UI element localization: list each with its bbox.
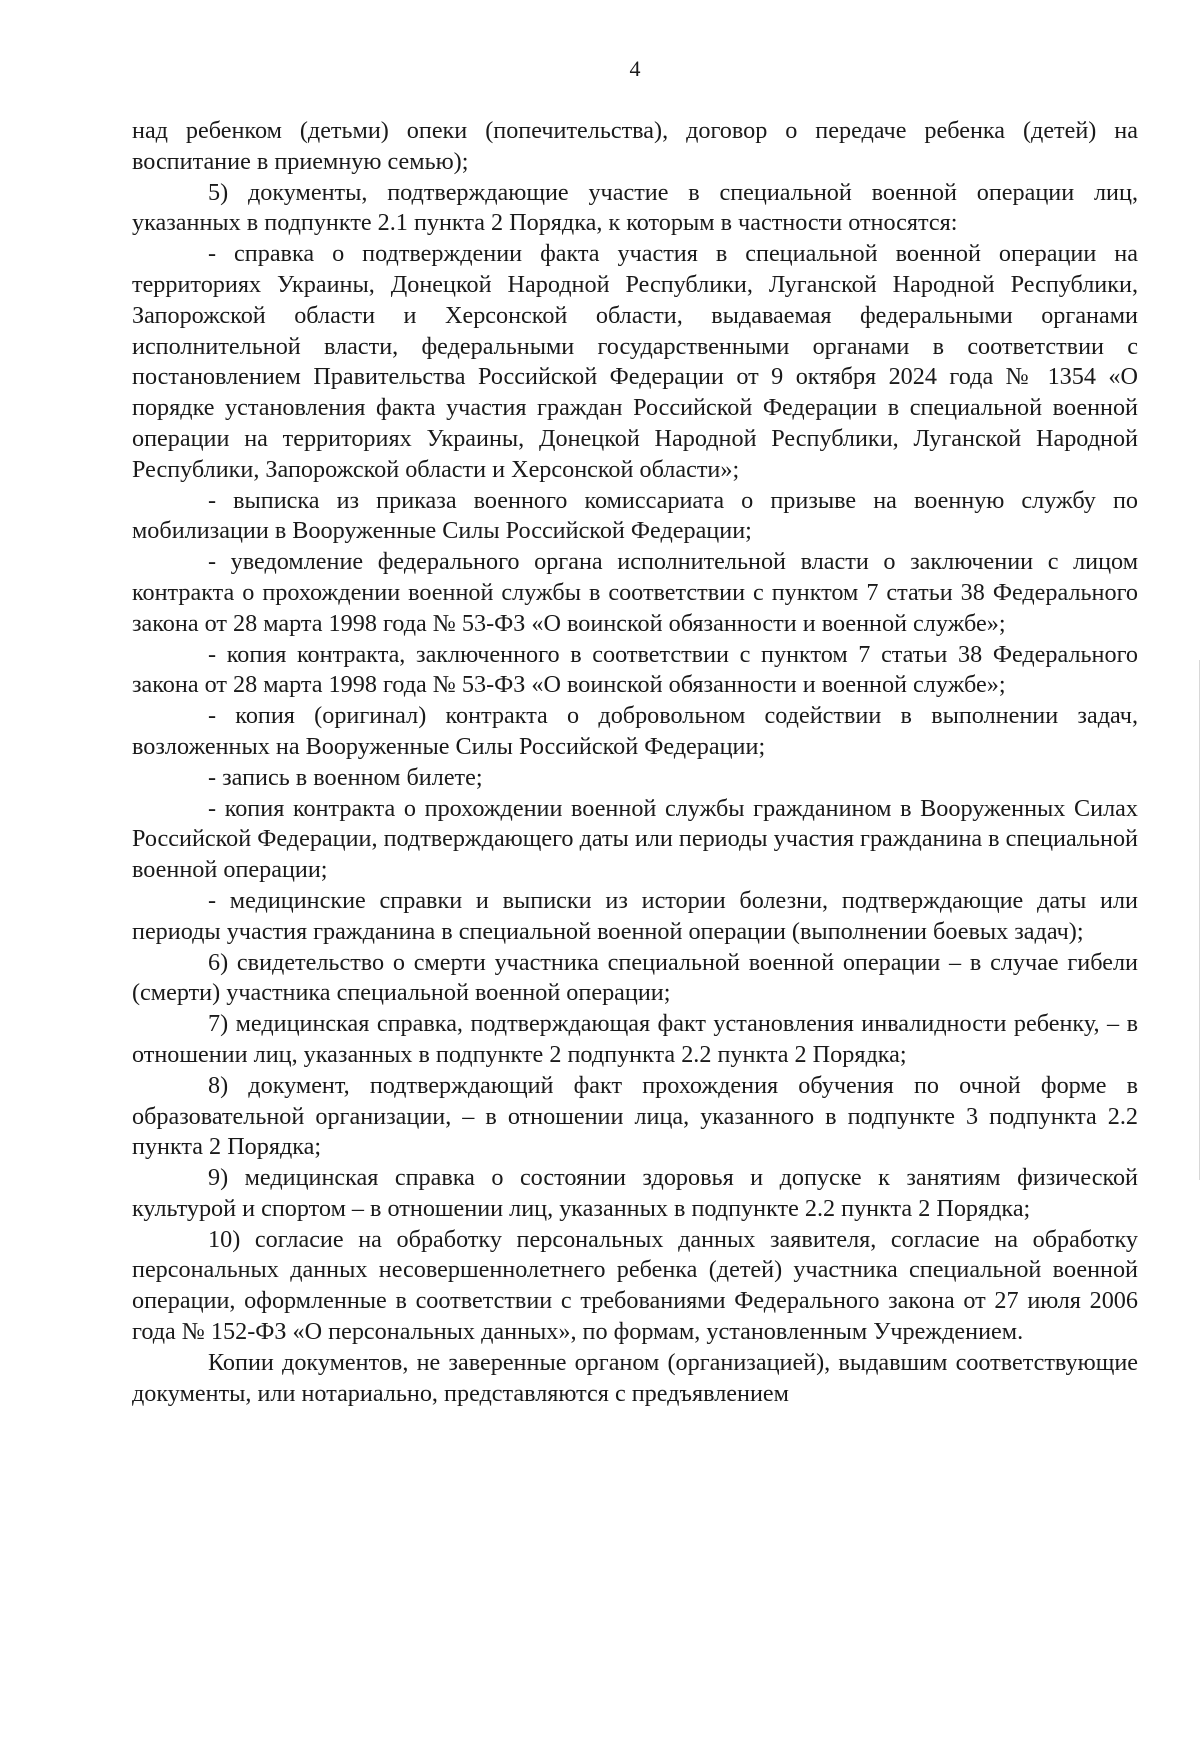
paragraph-item-6: 6) свидетельство о смерти участника специальной военной операции – в случае гибели (смерти) участника специальной военной операции; xyxy=(132,948,1138,1007)
paragraph-item-9: 9) медицинская справка о состоянии здоровья и допуске к занятиям физической культурой и спортом – в отношении лиц, указанных в подпункте 2.2 пункта 2 Порядка; xyxy=(132,1164,1138,1222)
page-number: 4 xyxy=(629,56,641,81)
paragraph-item-8: 8) документ, подтверждающий факт прохождения обучения по очной форме в образовательной организации, – в отношении лица, указанного в подпункте 3 подпункта 2.2 пункта 2 Порядка; xyxy=(132,1071,1138,1161)
paragraph-contract-notification: - уведомление федерального органа исполнительной власти о заключении с лицом контракта о прохождении военной службы в соответствии с пунктом 7 статьи 38 Федерального закона от 28 марта 1998 года № 53-ФЗ «О воинской обязанности и военной службе»; xyxy=(132,548,1138,637)
paragraph-mobilization-extract: - выписка из приказа военного комиссариата о призыве на военную службу по мобилизации в Вооруженные Силы Российской Федерации; xyxy=(132,486,1138,545)
paragraph-military-id-entry: - запись в военном билете; xyxy=(208,763,483,791)
paragraph-svo-certificate: - справка о подтверждении факта участия в специальной военной операции на территориях Украины, Донецкой Народной Республики, Луганской Народной Республики, Запорожской области и Херсонской области, выдаваемая федеральными органами исполнительной власти, федеральными государственными органами в соответствии с постановлением Правительства Российской Федерации от 9 октября 2024 года № 1354 «О порядке установления факта участия граждан Российской Федерации в специальной военной операции на территориях Украины, Донецкой Народной Республики, Луганской Народной Республики, Запорожской области и Херсонской области»; xyxy=(132,240,1138,483)
paragraph-continuation: над ребенком (детьми) опеки (попечительства), договор о передаче ребенка (детей) на воспитание в приемную семью); xyxy=(132,117,1138,175)
paragraph-item-5: 5) документы, подтверждающие участие в специальной военной операции лиц, указанных в подпункте 2.1 пункта 2 Порядка, к которым в частности относятся: xyxy=(132,178,1138,237)
paragraph-medical-records: - медицинские справки и выписки из истории болезни, подтверждающие даты или периоды участия гражданина в специальной военной операции (выполнении боевых задач); xyxy=(132,886,1138,945)
paragraph-volunteer-contract: - копия (оригинал) контракта о добровольном содействии в выполнении задач, возложенных на Вооруженные Силы Российской Федерации; xyxy=(132,702,1138,760)
paragraph-item-7: 7) медицинская справка, подтверждающая факт установления инвалидности ребенку, – в отношении лиц, указанных в подпункте 2 подпункта 2.2 пункта 2 Порядка; xyxy=(132,1010,1138,1068)
paragraph-service-contract-copy: - копия контракта о прохождении военной службы гражданином в Вооруженных Силах Российской Федерации, подтверждающего даты или периоды участия гражданина в специальной военной операции; xyxy=(132,794,1138,884)
paragraph-item-10: 10) согласие на обработку персональных данных заявителя, согласие на обработку персональных данных несовершеннолетнего ребенка (детей) участника специальной военной операции, оформленные в соответствии с требованиями Федерального закона от 27 июля 2006 года № 152-ФЗ «О персональных данных», по формам, установленным Учреждением. xyxy=(132,1225,1138,1346)
document-body xyxy=(132,116,1138,1409)
paragraph-contract-copy: - копия контракта, заключенного в соответствии с пунктом 7 статьи 38 Федерального закона от 28 марта 1998 года № 53-ФЗ «О воинской обязанности и военной службе»; xyxy=(132,640,1138,699)
paragraph-copies-note: Копии документов, не заверенные органом (организацией), выдавшим соответствующие документы, или нотариально, представляются с предъявлением xyxy=(132,1348,1138,1407)
